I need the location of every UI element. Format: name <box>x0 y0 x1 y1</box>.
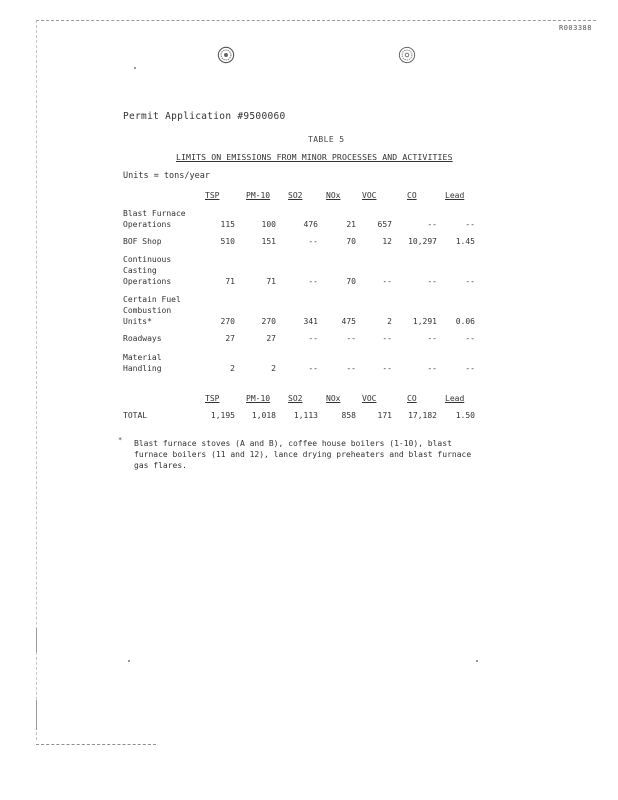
row-label: Combustion <box>123 306 172 315</box>
table-cell: 70 <box>346 277 356 286</box>
row-label: Blast Furnace <box>123 209 186 218</box>
speck <box>134 67 136 69</box>
speck <box>128 660 130 662</box>
table-cell: -- <box>346 364 356 373</box>
column-header: VOC <box>362 191 377 200</box>
row-label: Operations <box>123 277 172 286</box>
table-title: LIMITS ON EMISSIONS FROM MINOR PROCESSES AND ACTIVITIES <box>176 152 453 162</box>
table-cell: -- <box>427 277 437 286</box>
total-cell: 1,018 <box>251 411 276 420</box>
row-label: Operations <box>123 220 172 229</box>
table-cell: 10,297 <box>408 237 437 246</box>
total-label: TOTAL <box>123 411 148 420</box>
column-header: NOx <box>326 191 341 200</box>
table-cell: 476 <box>303 220 318 229</box>
right-seal-icon <box>398 46 416 64</box>
table-cell: -- <box>465 334 475 343</box>
page-top-border <box>36 20 596 21</box>
table-cell: -- <box>427 364 437 373</box>
table-cell: 341 <box>303 317 318 326</box>
table-cell: -- <box>465 277 475 286</box>
table-cell: 270 <box>261 317 276 326</box>
total-cell: 17,182 <box>408 411 437 420</box>
footnote-line: gas flares. <box>134 461 187 470</box>
table-cell: 2 <box>271 364 276 373</box>
row-label: Units* <box>123 317 152 326</box>
table-cell: -- <box>465 364 475 373</box>
table-cell: -- <box>427 220 437 229</box>
column-header: PM-10 <box>246 191 271 200</box>
row-label: BOF Shop <box>123 237 162 246</box>
units-line: Units = tons/year <box>123 171 210 181</box>
document-id: R003388 <box>558 24 592 32</box>
table-cell: -- <box>382 277 392 286</box>
table-cell: -- <box>465 220 475 229</box>
table-cell: 151 <box>261 237 276 246</box>
column-header: TSP <box>205 191 220 200</box>
column-header: SO2 <box>288 191 303 200</box>
footnote-marker: * <box>118 436 123 444</box>
table-cell: 71 <box>266 277 276 286</box>
total-cell: 1,113 <box>293 411 318 420</box>
table-cell: 475 <box>341 317 356 326</box>
total-column-header: SO2 <box>288 394 303 403</box>
table-cell: 115 <box>220 220 235 229</box>
page-bottom-border <box>36 744 156 745</box>
total-cell: 171 <box>377 411 392 420</box>
left-seal-icon <box>217 46 235 64</box>
table-cell: 12 <box>382 237 392 246</box>
table-cell: -- <box>308 364 318 373</box>
table-cell: 2 <box>230 364 235 373</box>
total-column-header: CO <box>407 394 417 403</box>
table-cell: -- <box>308 277 318 286</box>
table-cell: -- <box>346 334 356 343</box>
table-cell: 27 <box>266 334 276 343</box>
table-cell: 1,291 <box>412 317 437 326</box>
table-cell: 0.06 <box>455 317 475 326</box>
row-label: Continuous <box>123 255 172 264</box>
total-column-header: Lead <box>445 394 465 403</box>
table-cell: -- <box>382 334 392 343</box>
table-cell: 657 <box>377 220 392 229</box>
table-cell: -- <box>308 237 318 246</box>
row-label: Casting <box>123 266 157 275</box>
total-cell: 1,195 <box>210 411 235 420</box>
total-column-header: VOC <box>362 394 377 403</box>
table-cell: 270 <box>220 317 235 326</box>
table-label: TABLE 5 <box>308 135 345 144</box>
table-cell: 510 <box>220 237 235 246</box>
column-header: CO <box>407 191 417 200</box>
total-cell: 858 <box>341 411 356 420</box>
table-cell: 1.45 <box>455 237 475 246</box>
row-label: Roadways <box>123 334 162 343</box>
table-cell: 71 <box>225 277 235 286</box>
table-cell: -- <box>382 364 392 373</box>
row-label: Handling <box>123 364 162 373</box>
footnote-line: Blast furnace stoves (A and B), coffee house boilers (1-10), blast <box>134 439 452 448</box>
edge-mark <box>36 700 37 730</box>
table-cell: 70 <box>346 237 356 246</box>
total-cell: 1.50 <box>455 411 475 420</box>
table-cell: 2 <box>387 317 392 326</box>
table-cell: -- <box>308 334 318 343</box>
speck <box>476 660 478 662</box>
table-cell: 100 <box>261 220 276 229</box>
total-column-header: NOx <box>326 394 341 403</box>
total-column-header: PM-10 <box>246 394 271 403</box>
footnote-line: furnace boilers (11 and 12), lance drying preheaters and blast furnace <box>134 450 472 459</box>
row-label: Certain Fuel <box>123 295 181 304</box>
table-cell: -- <box>427 334 437 343</box>
total-column-header: TSP <box>205 394 220 403</box>
table-cell: 27 <box>225 334 235 343</box>
edge-mark <box>36 628 37 652</box>
column-header: Lead <box>445 191 465 200</box>
row-label: Material <box>123 353 162 362</box>
table-cell: 21 <box>346 220 356 229</box>
permit-application-line: Permit Application #9500060 <box>123 111 286 122</box>
